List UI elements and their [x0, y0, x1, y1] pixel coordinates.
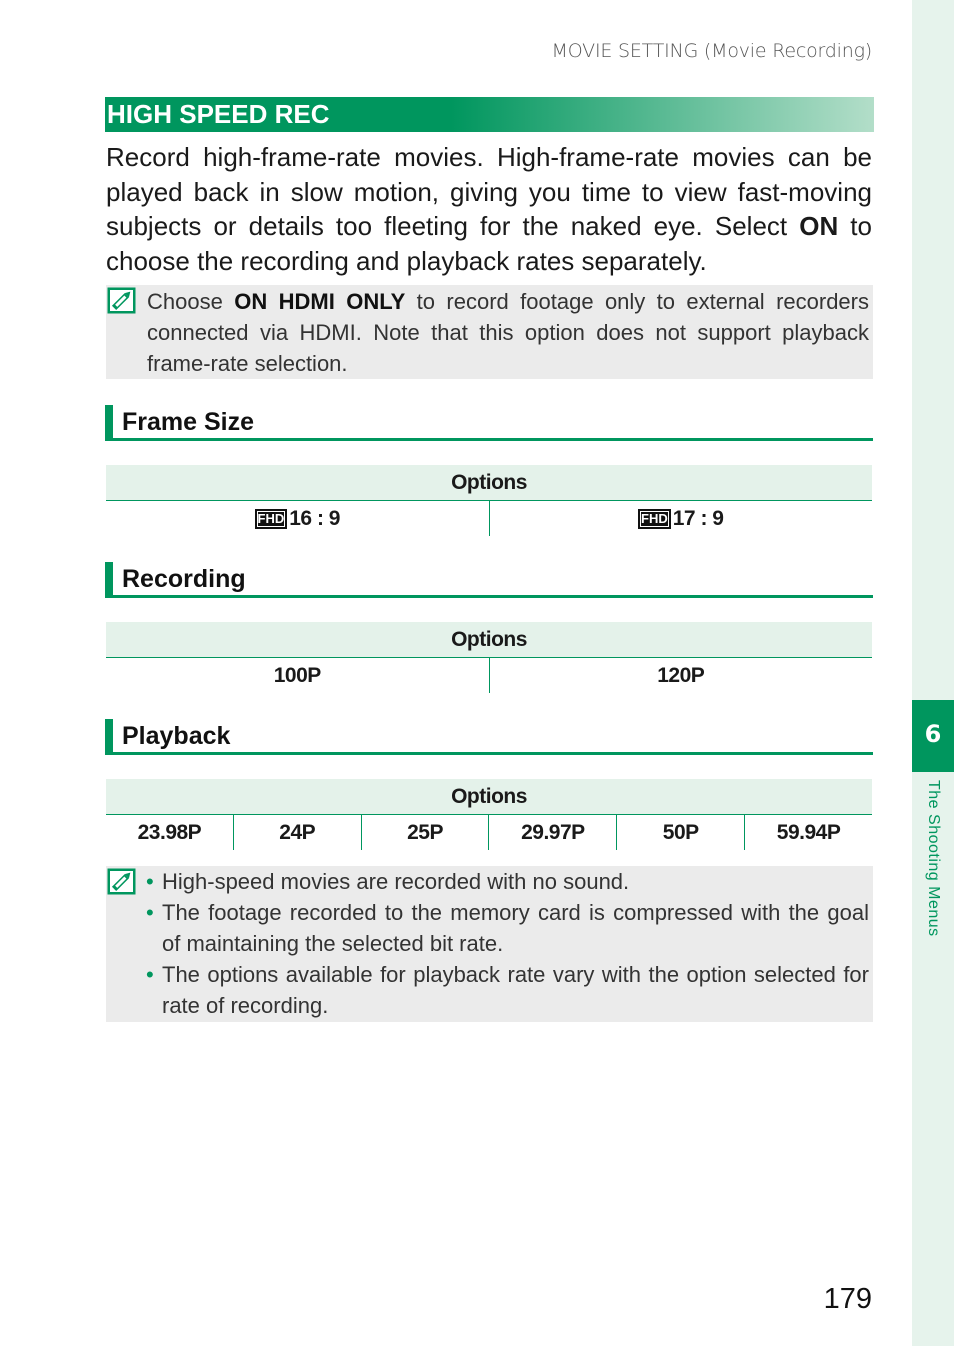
- option-cell: FHD 17 : 9: [489, 501, 873, 536]
- list-item: • The options available for playback rate vary with the option selected for rate of recording.: [146, 959, 869, 1021]
- option-cell: FHD 16 : 9: [106, 501, 489, 536]
- note-box-high-speed: [106, 866, 873, 1022]
- option-cell: 100P: [273, 664, 321, 687]
- list-item: • The footage recorded to the memory card is compressed with the goal of maintaining the selected bit rate.: [146, 897, 869, 959]
- heading-playback: Playback: [105, 719, 873, 755]
- option-cell: 23.98P: [137, 821, 202, 844]
- option-cell: 29.97P: [488, 815, 616, 850]
- note-pencil-icon: [107, 868, 136, 895]
- option-cell: 120P: [489, 658, 873, 693]
- note-pencil-icon: [107, 287, 136, 314]
- option-cell: 24P: [233, 815, 361, 850]
- note-hdmi-bold: ON HDMI ONLY: [234, 289, 406, 314]
- recording-options-table: [106, 622, 872, 693]
- list-item: • High-speed movies are recorded with no sound.: [146, 866, 869, 897]
- intro-paragraph: Record high-frame-rate movies. High-frame-rate movies can be played back in slow motion, giving you time to view fast-moving subjects or details too fleeting for the naked eye. Select ON to choose the recording and playback rates separately.: [106, 142, 872, 276]
- bullet-dot: •: [146, 869, 154, 894]
- chapter-number: 6: [912, 700, 954, 772]
- table-row: [106, 501, 872, 536]
- page-number: 179: [823, 1283, 872, 1315]
- bullet-dot: •: [146, 900, 154, 925]
- fhd-icon: FHD: [638, 509, 671, 529]
- option-cell: 59.94P: [744, 815, 872, 850]
- playback-options-table: [106, 779, 872, 850]
- bullet-dot: •: [146, 962, 154, 987]
- chapter-title: The Shooting Menus: [925, 780, 942, 937]
- heading-frame-size: Frame Size: [105, 405, 873, 441]
- options-header: Options: [106, 465, 872, 501]
- table-row: [106, 815, 872, 850]
- intro-bold: ON: [799, 211, 839, 241]
- section-banner: HIGH SPEED REC: [105, 97, 874, 132]
- option-cell: 25P: [361, 815, 489, 850]
- fhd-icon: FHD: [255, 509, 288, 529]
- option-cell: 50P: [616, 815, 744, 850]
- options-header: Options: [106, 622, 872, 658]
- frame-size-options-table: [106, 465, 872, 536]
- chapter-side-tab: [912, 0, 954, 1346]
- note-hdmi-text: Choose ON HDMI ONLY to record footage only to external recorders connected via HDMI. Note that this option does not support playback frame-rate selection.: [147, 289, 869, 376]
- heading-recording: Recording: [105, 562, 873, 598]
- running-header: MOVIE SETTING (Movie Recording): [551, 40, 872, 62]
- options-header: Options: [106, 779, 872, 815]
- table-row: [106, 658, 872, 693]
- note-box-hdmi: [106, 285, 873, 379]
